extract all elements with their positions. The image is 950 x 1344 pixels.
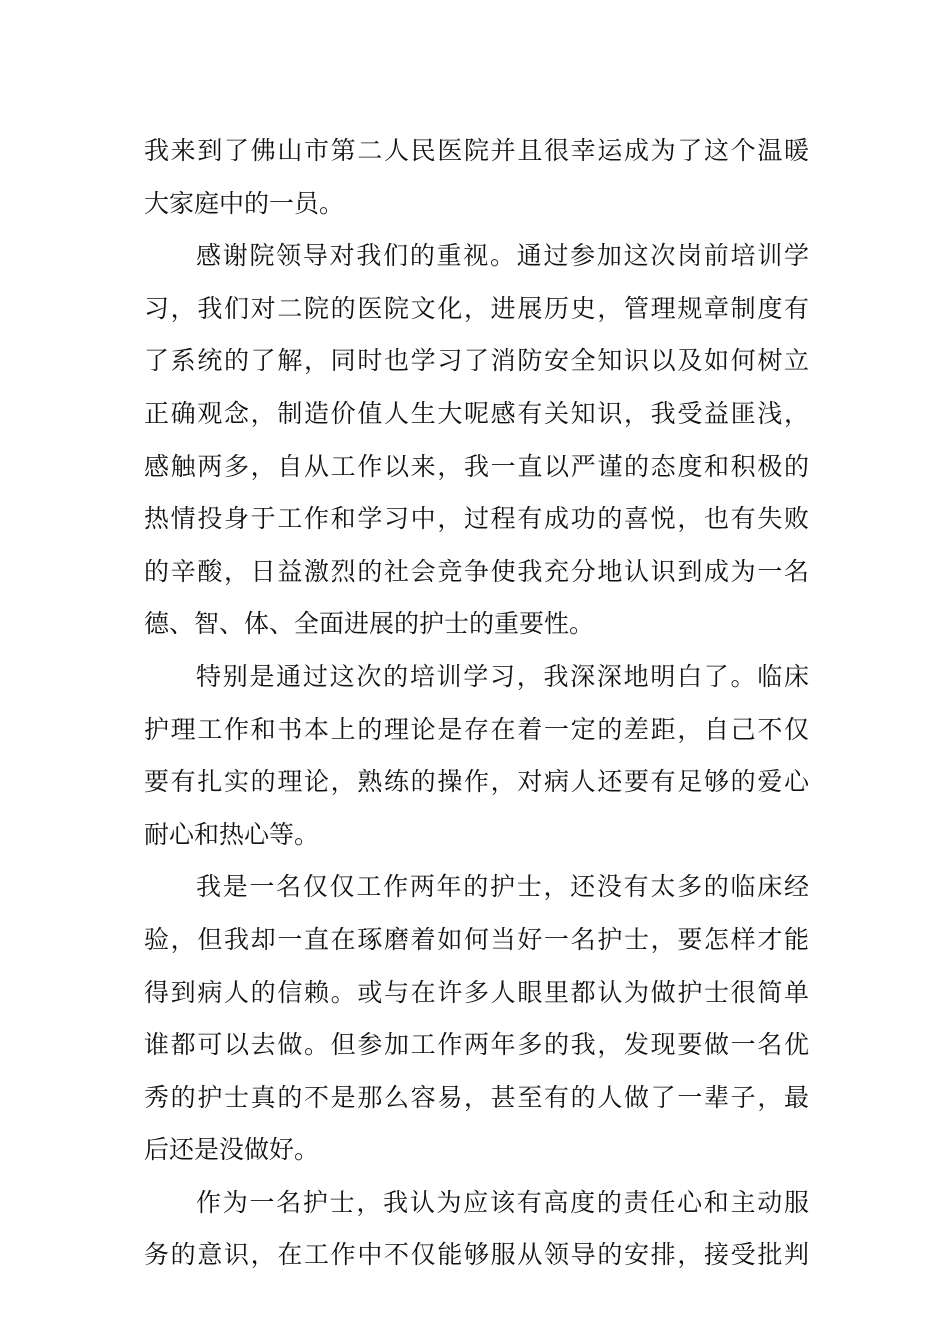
document-body [144,125,809,1282]
text-line: 务的意识，在工作中不仅能够服从领导的安排，接受批判 [144,1240,809,1270]
text-line: 我是一名仅仅工作两年的护士，还没有太多的临床经 [196,872,809,902]
text-line: 验，但我却一直在琢磨着如何当好一名护士，要怎样才能 [144,924,809,954]
text-line: 德、智、体、全面进展的护士的重要性。 [144,609,595,639]
text-line: 耐心和热心等。 [144,819,320,849]
text-line: 正确观念，制造价值人生大呢感有关知识，我受益匪浅， [144,398,809,428]
text-line: 热情投身于工作和学习中，过程有成功的喜悦，也有失败 [144,504,809,534]
text-line: 秀的护士真的不是那么容易，甚至有的人做了一辈子，最 [144,1082,809,1112]
text-line: 习，我们对二院的医院文化，进展历史，管理规章制度有 [144,293,809,323]
text-line: 了系统的了解，同时也学习了消防安全知识以及如何树立 [144,346,809,376]
text-line: 特别是通过这次的培训学习，我深深地明白了。临床 [196,661,809,691]
paragraph [144,1177,809,1282]
text-line: 谁都可以去做。但参加工作两年多的我，发现要做一名优 [144,1030,809,1060]
paragraph [144,125,809,230]
text-line: 护理工作和书本上的理论是存在着一定的差距，自己不仅 [144,714,809,744]
text-line: 作为一名护士，我认为应该有高度的责任心和主动服 [196,1187,809,1217]
text-line: 大家庭中的一员。 [144,188,345,218]
text-line: 的辛酸，日益激烈的社会竞争使我充分地认识到成为一名 [144,556,809,586]
text-line: 我来到了佛山市第二人民医院并且很幸运成为了这个温暖 [144,136,809,165]
text-line: 感触两多，自从工作以来，我一直以严谨的态度和积极的 [144,451,809,481]
text-line: 后还是没做好。 [144,1135,320,1165]
paragraph [144,861,809,1177]
paragraph [144,651,809,861]
text-line: 得到病人的信赖。或与在许多人眼里都认为做护士很简单 [144,977,809,1007]
text-line: 要有扎实的理论，熟练的操作，对病人还要有足够的爱心 [144,767,809,797]
paragraph [144,230,809,651]
text-line: 感谢院领导对我们的重视。通过参加这次岗前培训学 [196,241,809,271]
